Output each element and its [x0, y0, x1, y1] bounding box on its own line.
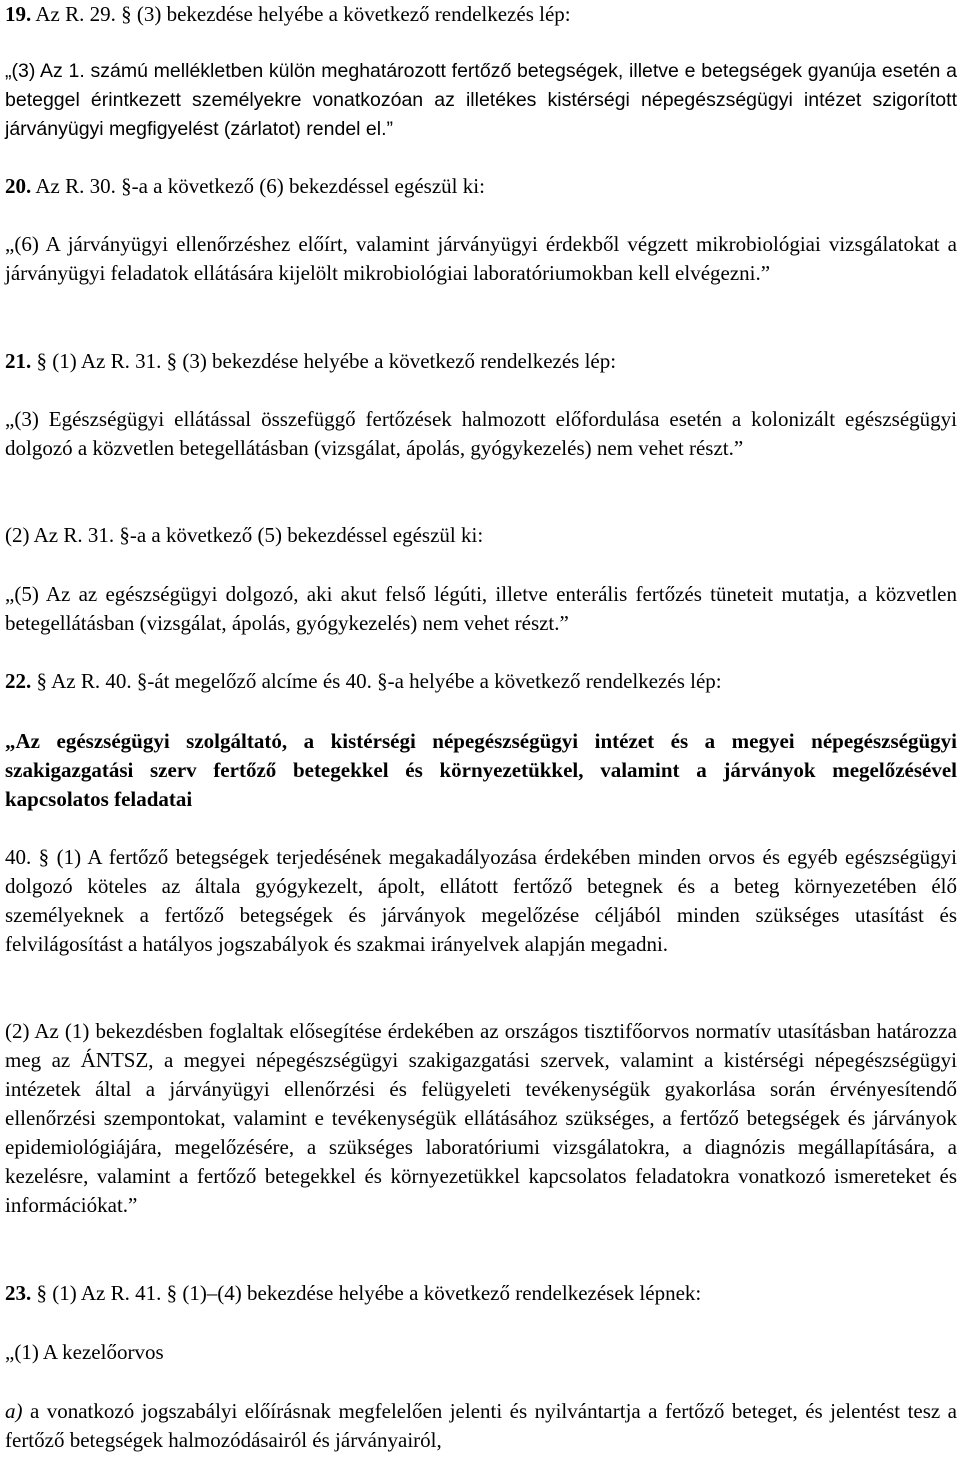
- section-19-heading: [5, 0, 957, 29]
- section-22-subtitle: „Az egészségügyi szolgáltató, a kistérségi népegészségügyi intézet és a megyei népegészségügyi szakigazgatási szerv fertőző betegekkel és környezetükkel, valamint a járványok megelőzésével kapcsolatos feladatai: [5, 729, 957, 811]
- section-22-heading: [5, 667, 957, 696]
- section-20-heading: [5, 172, 957, 201]
- section-heading-text: § (1) Az R. 31. § (3) bekezdése helyébe a következő rendelkezés lép:: [31, 349, 617, 373]
- section-heading-text: Az R. 30. §-a a következő (6) bekezdéssel egészül ki:: [31, 174, 485, 198]
- section-23-point-a: [5, 1397, 957, 1455]
- section-20-amendment: „(6) A járványügyi ellenőrzéshez előírt, valamint járványügyi érdekből végzett mikrobiológiai vizsgálatokat a járványügyi feladatok ellátására kijelölt mikrobiológiai laboratóriumokban kell elvégezni.”: [5, 232, 957, 285]
- section-40-paragraph-2: (2) Az (1) bekezdésben foglaltak elősegítése érdekében az országos tisztifőorvos normatív utasításban határozza meg az ÁNTSZ, a megyei népegészségügyi szakigazgatási szervek, valamint a kistérségi népegészségügyi intézetek által a járványügyi ellenőrzési és felügyeleti tevékenységük gyakorlása során érvényesítendő ellenőrzési szempontokat, valamint e tevékenységük ellátásához szükséges, a fertőző betegségek és járványok epidemiológiájára, megelőzésére, a szükséges laboratóriumi vizsgálatokra, a diagnózis megállapítására, a kezelésre, valamint a fertőző betegekkel és környezetükkel kapcsolatos feladatokra vonatkozó ismereteket és információkat.”: [5, 1019, 957, 1217]
- section-21-heading: [5, 347, 957, 376]
- point-text: a vonatkozó jogszabályi előírásnak megfelelően jelenti és nyilvántartja a fertőző beteget, és jelentést tesz a fertőző betegségek halmozódásairól és járványairól,: [5, 1399, 957, 1452]
- section-heading-text: § (1) Az R. 41. § (1)–(4) bekezdése helyébe a következő rendelkezések lépnek:: [31, 1281, 702, 1305]
- section-number: 22.: [5, 669, 32, 693]
- section-23-amendment-intro: „(1) A kezelőorvos: [5, 1340, 164, 1364]
- section-21-2-heading: (2) Az R. 31. §-a a következő (5) bekezdéssel egészül ki:: [5, 523, 484, 547]
- point-label: a): [5, 1399, 23, 1423]
- section-number: 21.: [5, 349, 32, 373]
- section-number: 20.: [5, 174, 32, 198]
- section-number: 19.: [5, 2, 32, 26]
- section-number: 23.: [5, 1281, 32, 1305]
- section-21-amendment: „(3) Egészségügyi ellátással összefüggő fertőzések halmozott előfordulása esetén a kolonizált egészségügyi dolgozó a közvetlen betegellátásban (vizsgálat, ápolás, gyógykezelés) nem vehet részt.”: [5, 407, 957, 460]
- section-19-amendment: „(3) Az 1. számú mellékletben külön meghatározott fertőző betegségek, illetve e betegségek gyanúja esetén a beteggel érintkezett személyekre vonatkozóan az illetékes kistérségi népegészségügyi intézet szigorított járványügyi megfigyelést (zárlatot) rendel el.”: [5, 60, 957, 140]
- section-heading-text: Az R. 29. § (3) bekezdése helyébe a következő rendelkezés lép:: [31, 2, 571, 26]
- section-heading-text: § Az R. 40. §-át megelőző alcíme és 40. §-a helyébe a következő rendelkezés lép:: [31, 669, 722, 693]
- section-40-paragraph-1: 40. § (1) A fertőző betegségek terjedésének megakadályozása érdekében minden orvos és egyéb egészségügyi dolgozó köteles az általa gyógykezelt, ápolt, ellátott fertőző betegnek és a beteg környezetében élő személyeknek a fertőző betegségek és járványok megelőzése céljából minden szükséges utasítást és felvilágosítást a hatályos jogszabályok és szakmai irányelvek alapján megadni.: [5, 845, 957, 956]
- section-23-heading: [5, 1279, 957, 1308]
- section-21-2-amendment: „(5) Az az egészségügyi dolgozó, aki akut felső légúti, illetve enterális fertőzés tüneteit mutatja, a közvetlen betegellátásban (vizsgálat, ápolás, gyógykezelés) nem vehet részt.”: [5, 582, 957, 635]
